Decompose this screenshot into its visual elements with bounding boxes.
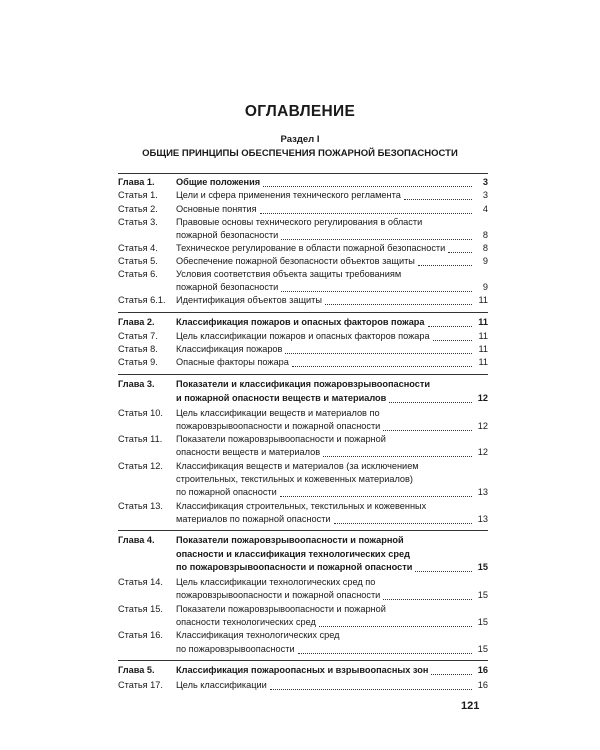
- toc-page-number: 12: [477, 393, 488, 403]
- toc-page-number: 11: [478, 295, 488, 305]
- toc-page-number: 11: [478, 344, 488, 354]
- toc-entry-title: Обеспечение пожарной безопасности объектов защиты: [176, 256, 415, 266]
- dot-leader: [418, 265, 472, 266]
- toc-entry-label: Глава 5.: [118, 665, 155, 675]
- toc-entry-label: Статья 3.: [118, 217, 158, 227]
- toc-page-number: 15: [477, 590, 488, 600]
- dot-leader: [281, 291, 472, 292]
- dot-leader: [404, 199, 472, 200]
- toc-page-number: 13: [477, 514, 488, 524]
- dot-leader: [415, 571, 472, 572]
- toc-entry-title: по пожаровзрывоопасности: [176, 644, 295, 654]
- dot-leader: [383, 430, 472, 431]
- toc-page-number: 8: [482, 230, 488, 240]
- chapter-divider: [118, 312, 488, 313]
- toc-article-row: [118, 330, 488, 344]
- toc-entry-title: Показатели пожаровзрывоопасности и пожарной: [176, 434, 386, 444]
- toc-entry-label: Статья 7.: [118, 331, 158, 341]
- toc-article-row: [118, 433, 488, 447]
- toc-article-row: [118, 460, 488, 474]
- toc-entry-title: Классификация строительных, текстильных и кожевенных: [176, 501, 427, 511]
- toc-chapter-row: [118, 548, 488, 562]
- toc-entry-title: Основные понятия: [176, 204, 257, 214]
- toc-article-row: [118, 229, 488, 243]
- dot-leader: [292, 366, 472, 367]
- dot-leader: [285, 353, 472, 354]
- dot-leader: [334, 523, 472, 524]
- toc-entry-label: Статья 5.: [118, 256, 158, 266]
- chapter-divider: [118, 660, 488, 661]
- toc-article-row: [118, 203, 488, 217]
- dot-leader: [431, 674, 472, 675]
- dot-leader: [433, 340, 472, 341]
- toc-article-row: [118, 513, 488, 527]
- dot-leader: [281, 239, 472, 240]
- toc-page-number: 15: [477, 644, 488, 654]
- toc-entry-label: Статья 6.1.: [118, 295, 166, 305]
- toc-page-number: 13: [477, 487, 488, 497]
- section-label: Раздел I: [280, 134, 320, 145]
- toc-entry-label: Статья 9.: [118, 357, 158, 367]
- toc-page-number: 11: [478, 317, 488, 327]
- toc-entry-title: Показатели пожаровзрывоопасности и пожарной: [176, 535, 404, 545]
- toc-page-number: 9: [482, 282, 488, 292]
- toc-entry-title: Правовые основы технического регулирования в области: [176, 217, 423, 227]
- toc-page-number: 3: [482, 190, 488, 200]
- page-title: ОГЛАВЛЕНИЕ: [244, 103, 356, 120]
- toc-article-row: [118, 629, 488, 643]
- toc-article-row: [118, 294, 488, 308]
- toc-entry-title: Цели и сфера применения технического регламента: [176, 190, 401, 200]
- section-title: ОБЩИЕ ПРИНЦИПЫ ОБЕСПЕЧЕНИЯ ПОЖАРНОЙ БЕЗОПАСНОСТИ: [142, 148, 458, 159]
- toc-entry-title: строительных, текстильных и кожевенных материалов): [176, 474, 413, 484]
- toc-entry-title: и пожарной опасности веществ и материалов: [176, 393, 387, 403]
- toc-page-number: 3: [482, 177, 488, 187]
- dot-leader: [383, 599, 472, 600]
- toc-entry-title: Классификация технологических сред: [176, 630, 340, 640]
- dot-leader: [298, 653, 472, 654]
- toc-entry-title: Классификация пожаров: [176, 344, 283, 354]
- toc-entry-label: Статья 1.: [118, 190, 158, 200]
- toc-entry-title: по пожарной опасности: [176, 487, 277, 497]
- toc-entry-title: Классификация пожароопасных и взрывоопасных зон: [176, 665, 429, 675]
- toc-entry-label: Глава 4.: [118, 535, 155, 545]
- toc-entry-title: Цель классификации пожаров и опасных факторов пожара: [176, 331, 430, 341]
- toc-entry-title: Классификация пожаров и опасных факторов пожара: [176, 317, 425, 327]
- toc-entry-label: Глава 3.: [118, 379, 155, 389]
- toc-entry-title: пожарной безопасности: [176, 282, 279, 292]
- toc-entry-label: Статья 4.: [118, 243, 158, 253]
- toc-article-row: [118, 420, 488, 434]
- toc-page-number: 15: [477, 562, 488, 572]
- toc-chapter-row: [118, 534, 488, 548]
- toc-entry-title: Показатели пожаровзрывоопасности и пожарной: [176, 604, 386, 614]
- toc-article-row: [118, 589, 488, 603]
- toc-article-row: [118, 446, 488, 460]
- toc-article-row: [118, 643, 488, 657]
- toc-entry-label: Глава 2.: [118, 317, 155, 327]
- toc-entry-label: Статья 16.: [118, 630, 163, 640]
- toc-page-number: 16: [477, 680, 488, 690]
- dot-leader: [448, 252, 472, 253]
- toc-chapter-row: [118, 561, 488, 575]
- toc-entry-title: по пожаровзрывоопасности и пожарной опасности: [176, 562, 413, 572]
- toc-article-row: [118, 281, 488, 295]
- page-number: 121: [461, 700, 480, 712]
- toc-page-number: 12: [477, 421, 488, 431]
- toc-page-number: 16: [477, 665, 488, 675]
- toc-article-row: [118, 407, 488, 421]
- toc-entry-label: Статья 8.: [118, 344, 158, 354]
- toc-page-number: 11: [478, 331, 488, 341]
- toc-article-row: [118, 255, 488, 269]
- toc-entry-title: опасности технологических сред: [176, 617, 316, 627]
- toc-entry-label: Глава 1.: [118, 177, 155, 187]
- toc-article-row: [118, 473, 488, 487]
- toc-chapter-row: [118, 664, 488, 678]
- toc-article-row: [118, 216, 488, 230]
- toc-article-row: [118, 616, 488, 630]
- toc-article-row: [118, 576, 488, 590]
- toc-page-number: 9: [482, 256, 488, 266]
- toc-article-row: [118, 603, 488, 617]
- toc-page-number: 8: [482, 243, 488, 253]
- toc-chapter-row: [118, 378, 488, 392]
- toc-entry-label: Статья 12.: [118, 461, 163, 471]
- toc-article-row: [118, 356, 488, 370]
- toc-entry-label: Статья 6.: [118, 269, 158, 279]
- toc-chapter-row: [118, 392, 488, 406]
- toc-entry-title: Цель классификации веществ и материалов по: [176, 408, 380, 418]
- toc-page-number: 12: [477, 447, 488, 457]
- toc-entry-title: Классификация веществ и материалов (за исключением: [176, 461, 419, 471]
- dot-leader: [389, 402, 472, 403]
- toc-entry-title: Общие положения: [176, 177, 261, 187]
- toc-entry-title: Опасные факторы пожара: [176, 357, 289, 367]
- toc-entry-label: Статья 14.: [118, 577, 163, 587]
- dot-leader: [323, 456, 472, 457]
- toc-chapter-row: [118, 316, 488, 330]
- toc-page-number: 11: [478, 357, 488, 367]
- toc-article-row: [118, 679, 488, 693]
- toc-entry-title: Цель классификации технологических сред по: [176, 577, 376, 587]
- toc-entry-title: опасности и классификация технологических сред: [176, 549, 410, 559]
- toc-entry-label: Статья 15.: [118, 604, 163, 614]
- toc-article-row: [118, 268, 488, 282]
- toc-entry-label: Статья 11.: [118, 434, 163, 444]
- toc-article-row: [118, 486, 488, 500]
- toc-entry-label: Статья 10.: [118, 408, 163, 418]
- toc-entry-title: Идентификация объектов защиты: [176, 295, 322, 305]
- toc-article-row: [118, 189, 488, 203]
- dot-leader: [260, 213, 472, 214]
- toc-article-row: [118, 343, 488, 357]
- dot-leader: [319, 626, 472, 627]
- toc-entry-title: опасности веществ и материалов: [176, 447, 321, 457]
- dot-leader: [280, 496, 472, 497]
- dot-leader: [263, 186, 472, 187]
- dot-leader: [325, 304, 472, 305]
- toc-page-number: 15: [477, 617, 488, 627]
- toc-entry-title: Техническое регулирование в области пожарной безопасности: [176, 243, 446, 253]
- toc-chapter-row: [118, 176, 488, 190]
- toc-entry-title: Показатели и классификация пожаровзрывоопасности: [176, 379, 431, 389]
- chapter-divider: [118, 530, 488, 531]
- toc-article-row: [118, 242, 488, 256]
- chapter-divider: [118, 374, 488, 375]
- toc-entry-title: Условия соответствия объекта защиты требованиям: [176, 269, 402, 279]
- toc-entry-label: Статья 13.: [118, 501, 163, 511]
- chapter-divider: [118, 173, 488, 174]
- toc-entry-title: Цель классификации: [176, 680, 267, 690]
- dot-leader: [270, 689, 472, 690]
- toc-entry-title: пожаровзрывоопасности и пожарной опасности: [176, 590, 381, 600]
- toc-entry-title: пожаровзрывоопасности и пожарной опасности: [176, 421, 381, 431]
- toc-entry-title: пожарной безопасности: [176, 230, 279, 240]
- toc-entry-title: материалов по пожарной опасности: [176, 514, 331, 524]
- toc-entry-label: Статья 2.: [118, 204, 158, 214]
- toc-entry-label: Статья 17.: [118, 680, 163, 690]
- dot-leader: [428, 326, 472, 327]
- toc-page-number: 4: [482, 204, 488, 214]
- toc-article-row: [118, 500, 488, 514]
